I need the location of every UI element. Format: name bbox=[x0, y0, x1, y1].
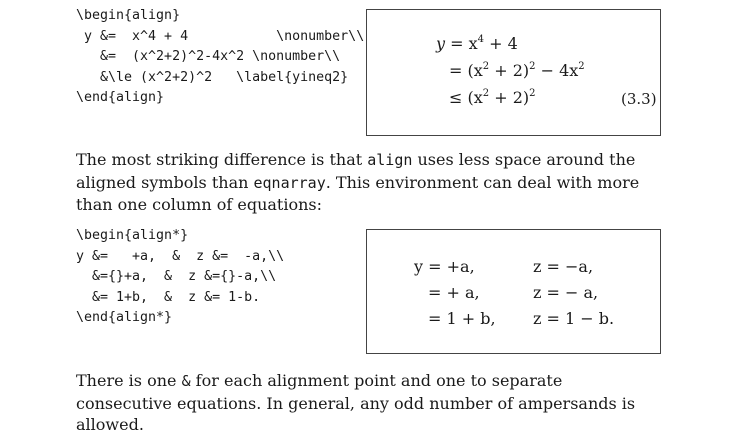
code-block-align-star: \begin{align*} y &= +a, & z &= -a,\\ &={}+a, & z &={}-a,\\ &= 1+b, & z &= 1-b. \end{align*} bbox=[76, 228, 285, 325]
rendered-row-3-right: z = 1 − b. bbox=[533, 309, 615, 328]
rendered-output-box-align-star bbox=[366, 229, 661, 354]
rendered-row-3-left: = 1 + b, bbox=[428, 309, 496, 328]
paragraph-align-spacing: The most striking difference is that align uses less space around the aligned symbols than eqnarray. This environment can deal with more than one column of equations: bbox=[76, 150, 640, 214]
inline-code-eqnarray: eqnarray bbox=[253, 173, 326, 192]
rendered-row-1-left: y = +a, bbox=[414, 257, 475, 276]
rendered-row-1-right: z = −a, bbox=[533, 257, 594, 276]
rendered-output-box-align bbox=[366, 9, 661, 136]
rendered-eq-line-3: ≤ $(x^2 + 2)^2$ bbox=[449, 88, 536, 107]
rendered-eq-line-1: $y = x^4 + 4$ bbox=[436, 34, 518, 53]
equation-number: (3.3) bbox=[621, 90, 657, 108]
rendered-row-2-right: z = − a, bbox=[533, 283, 599, 302]
code-block-align: \begin{align} y &= x^4 + 4 \nonumber\\ &= (x^2+2)^2-4x^2 \nonumber\\ &\le (x^2+2)^2 \label{yineq2} \end{align} bbox=[76, 8, 365, 105]
rendered-eq-line-2: = $(x^2 + 2)^2 - 4x^2$ bbox=[449, 61, 585, 80]
inline-code-align: align bbox=[367, 151, 413, 169]
rendered-row-2-left: = + a, bbox=[428, 283, 480, 302]
inline-code-ampersand: & bbox=[181, 372, 191, 390]
paragraph-ampersands: There is one & for each alignment point and one to separate consecutive equations. In general, any odd number of ampersands is allowed. bbox=[76, 371, 636, 434]
